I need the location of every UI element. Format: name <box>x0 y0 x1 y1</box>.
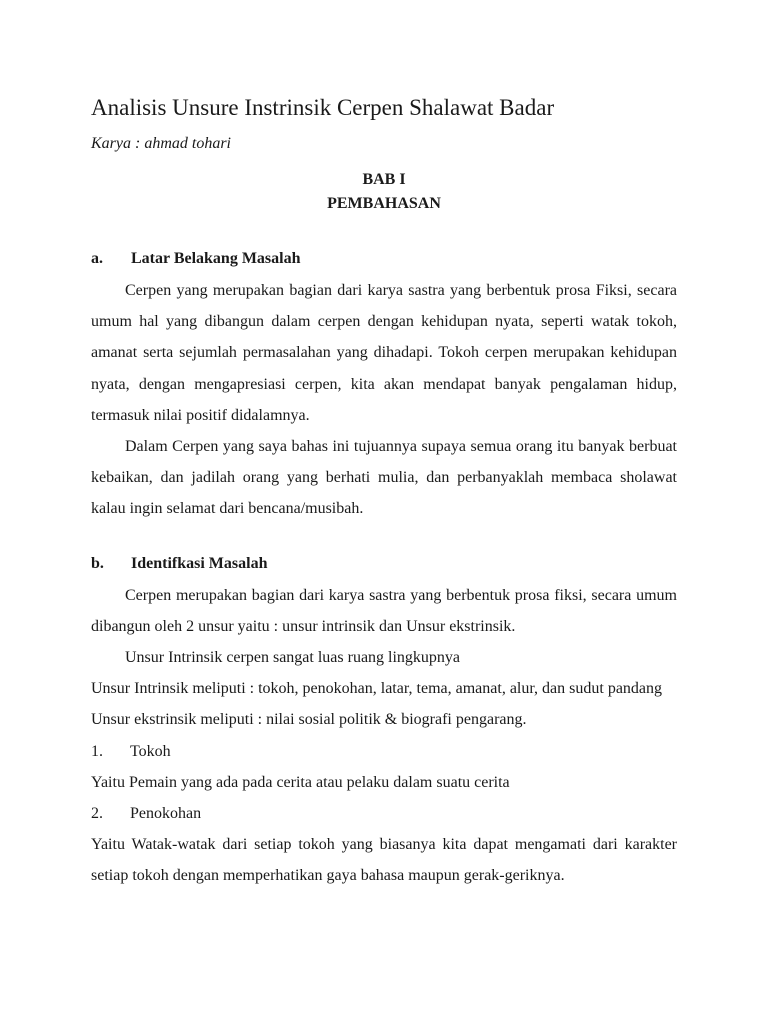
list-item-text: Yaitu Watak-watak dari setiap tokoh yang biasanya kita dapat mengamati dari karakter setiap tokoh dengan memperhatikan gaya bahasa maupun gerak-geriknya. <box>91 836 677 885</box>
chapter-number: BAB I <box>362 171 406 188</box>
chapter-title: PEMBAHASAN <box>327 195 441 212</box>
list-item-number: 1. <box>91 742 103 760</box>
paragraph: Cerpen merupakan bagian dari karya sastra yang berbentuk prosa fiksi, secara umum dibangun oleh 2 unsur yaitu : unsur intrinsik dan Unsur ekstrinsik. <box>91 586 677 635</box>
paragraph: Unsur Intrinsik meliputi : tokoh, penokohan, latar, tema, amanat, alur, dan sudut pandang <box>91 680 663 698</box>
section-marker: b. <box>91 554 104 572</box>
section-heading-latar-belakang <box>91 247 677 271</box>
paragraph: Dalam Cerpen yang saya bahas ini tujuannya supaya semua orang itu banyak berbuat kebaikan, dan jadilah orang yang berhati mulia, dan perbanyaklah membaca sholawat kalau ingin selamat dari bencana/musibah. <box>91 438 677 518</box>
list-item-number: 2. <box>91 805 103 823</box>
document-page <box>91 92 677 892</box>
section-title: Latar Belakang Masalah <box>131 250 301 267</box>
list-item-text: Yaitu Pemain yang ada pada cerita atau pelaku dalam suatu cerita <box>91 773 510 791</box>
list-item-heading-penokohan <box>91 798 677 829</box>
list-item-label: Tokoh <box>130 742 171 760</box>
paragraph: Unsur ekstrinsik meliputi : nilai sosial politik & biografi pengarang. <box>91 711 527 729</box>
document-title: Analisis Unsure Instrinsik Cerpen Shalawat Badar <box>91 95 555 120</box>
section-marker: a. <box>91 250 103 267</box>
author-line: Karya : ahmad tohari <box>91 135 231 152</box>
paragraph: Unsur Intrinsik cerpen sangat luas ruang lingkupnya <box>125 649 461 667</box>
list-item-label: Penokohan <box>130 805 202 823</box>
section-title: Identifkasi Masalah <box>131 554 268 572</box>
paragraph: Cerpen yang merupakan bagian dari karya sastra yang berbentuk prosa Fiksi, secara umum hal yang dibangun dalam cerpen dengan kehidupan nyata, seperti watak tokoh, amanat serta sejumlah permasalahan yang dihadapi. Tokoh cerpen merupakan kehidupan nyata, dengan mengapresiasi cerpen, kita akan mendapat banyak pengalaman hidup, termasuk nilai positif didalamnya. <box>91 282 677 424</box>
section-heading-identifikasi <box>91 552 677 576</box>
list-item-heading-tokoh <box>91 736 677 767</box>
